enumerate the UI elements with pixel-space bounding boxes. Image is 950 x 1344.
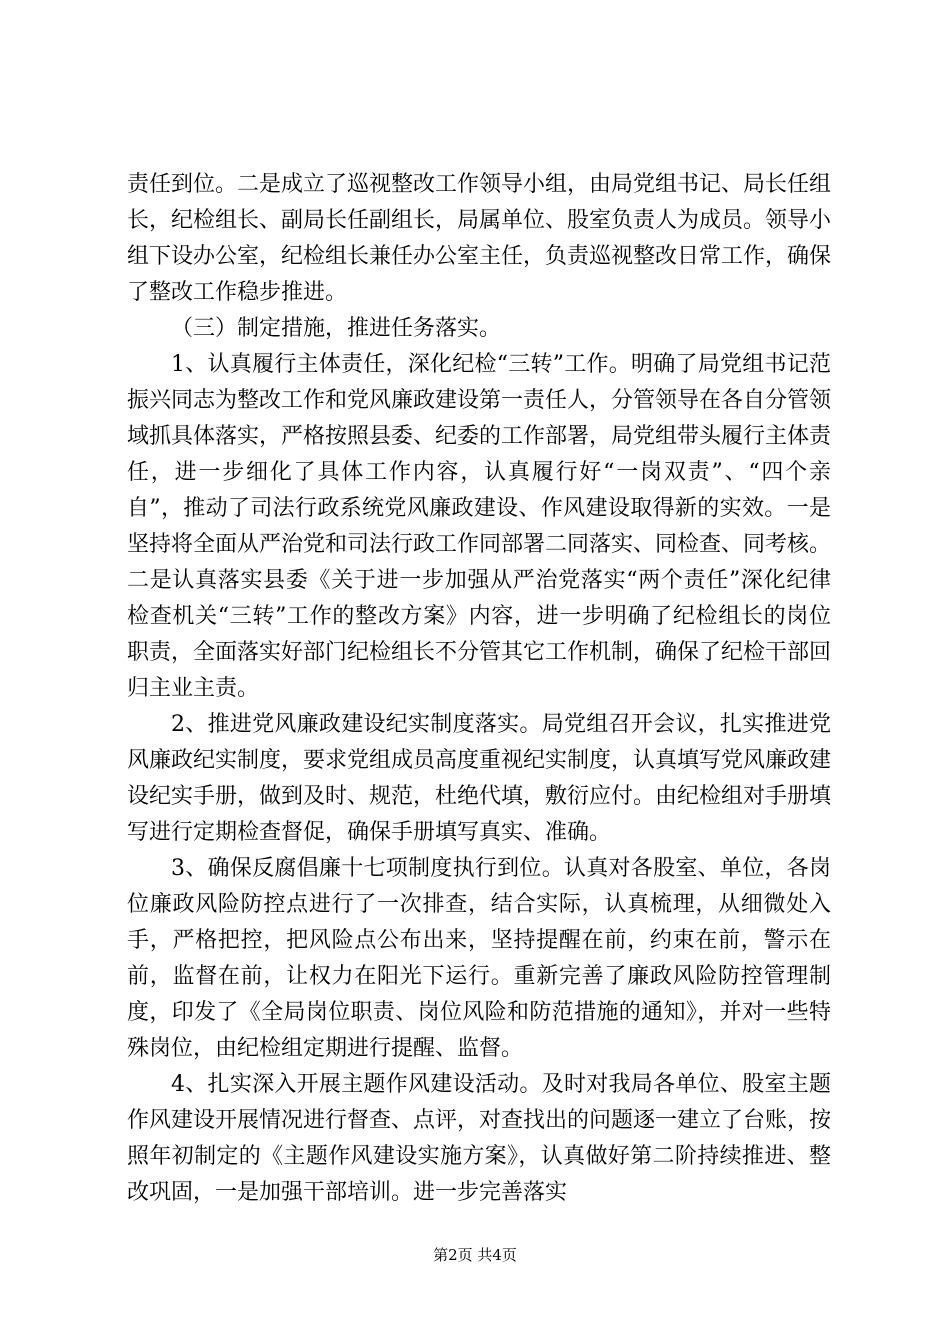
- document-body: [127, 167, 831, 1211]
- paragraph-2: （三）制定措施，推进任务落实。: [171, 316, 502, 341]
- paragraph-5: 3、确保反腐倡廉十七项制度执行到位。认真对各股室、单位，各岗位廉政风险防控点进行了一次排查，结合实际，认真梳理，从细微处入手，严格把控，把风险点公布出来，坚持提醒在前，约束在前，警示在前，监督在前，让权力在阳光下运行。重新完善了廉政风险防控管理制度，印发了《全局岗位职责、岗位风险和防范措施的通知》，并对一些特殊岗位，由纪检组定期进行提醒、监督。: [127, 856, 831, 1061]
- page-number-footer: 第2页 共4页: [433, 1246, 517, 1264]
- paragraph-6: 4、扎实深入开展主题作风建设活动。及时对我局各单位、股室主题作风建设开展情况进行督查、点评，对查找出的问题逐一建立了台账，按照年初制定的《主题作风建设实施方案》，认真做好第二阶持续推进、整改巩固，一是加强干部培训。进一步完善落实: [127, 1072, 832, 1205]
- paragraph-3: 1、认真履行主体责任，深化纪检“三转”工作。明确了局党组书记范振兴同志为整改工作和党风廉政建设第一责任人，分管领导在各自分管领域抓具体落实，严格按照县委、纪委的工作部署，局党组带头履行主体责任，进一步细化了具体工作内容，认真履行好“一岗双责”、“四个亲自”，推动了司法行政系统党风廉政建设、作风建设取得新的实效。一是坚持将全面从严治党和司法行政工作同部署二同落实、同检查、同考核。二是认真落实县委《关于进一步加强从严治党落实“两个责任”深化纪律检查机关“三转”工作的整改方案》内容，进一步明确了纪检组长的岗位职责，全面落实好部门纪检组长不分管其它工作机制，确保了纪检干部回归主业主责。: [127, 352, 832, 701]
- paragraph-4: 2、推进党风廉政建设纪实制度落实。局党组召开会议，扎实推进党风廉政纪实制度，要求党组成员高度重视纪实制度，认真填写党风廉政建设纪实手册，做到及时、规范，杜绝代填，敷衍应付。由纪检组对手册填写进行定期检查督促，确保手册填写真实、准确。: [127, 712, 832, 845]
- paragraph-1: 责任到位。二是成立了巡视整改工作领导小组，由局党组书记、局长任组长，纪检组长、副局长任副组长，局属单位、股室负责人为成员。领导小组下设办公室，纪检组长兼任办公室主任，负责巡视整改日常工作，确保了整改工作稳步推进。: [127, 172, 832, 305]
